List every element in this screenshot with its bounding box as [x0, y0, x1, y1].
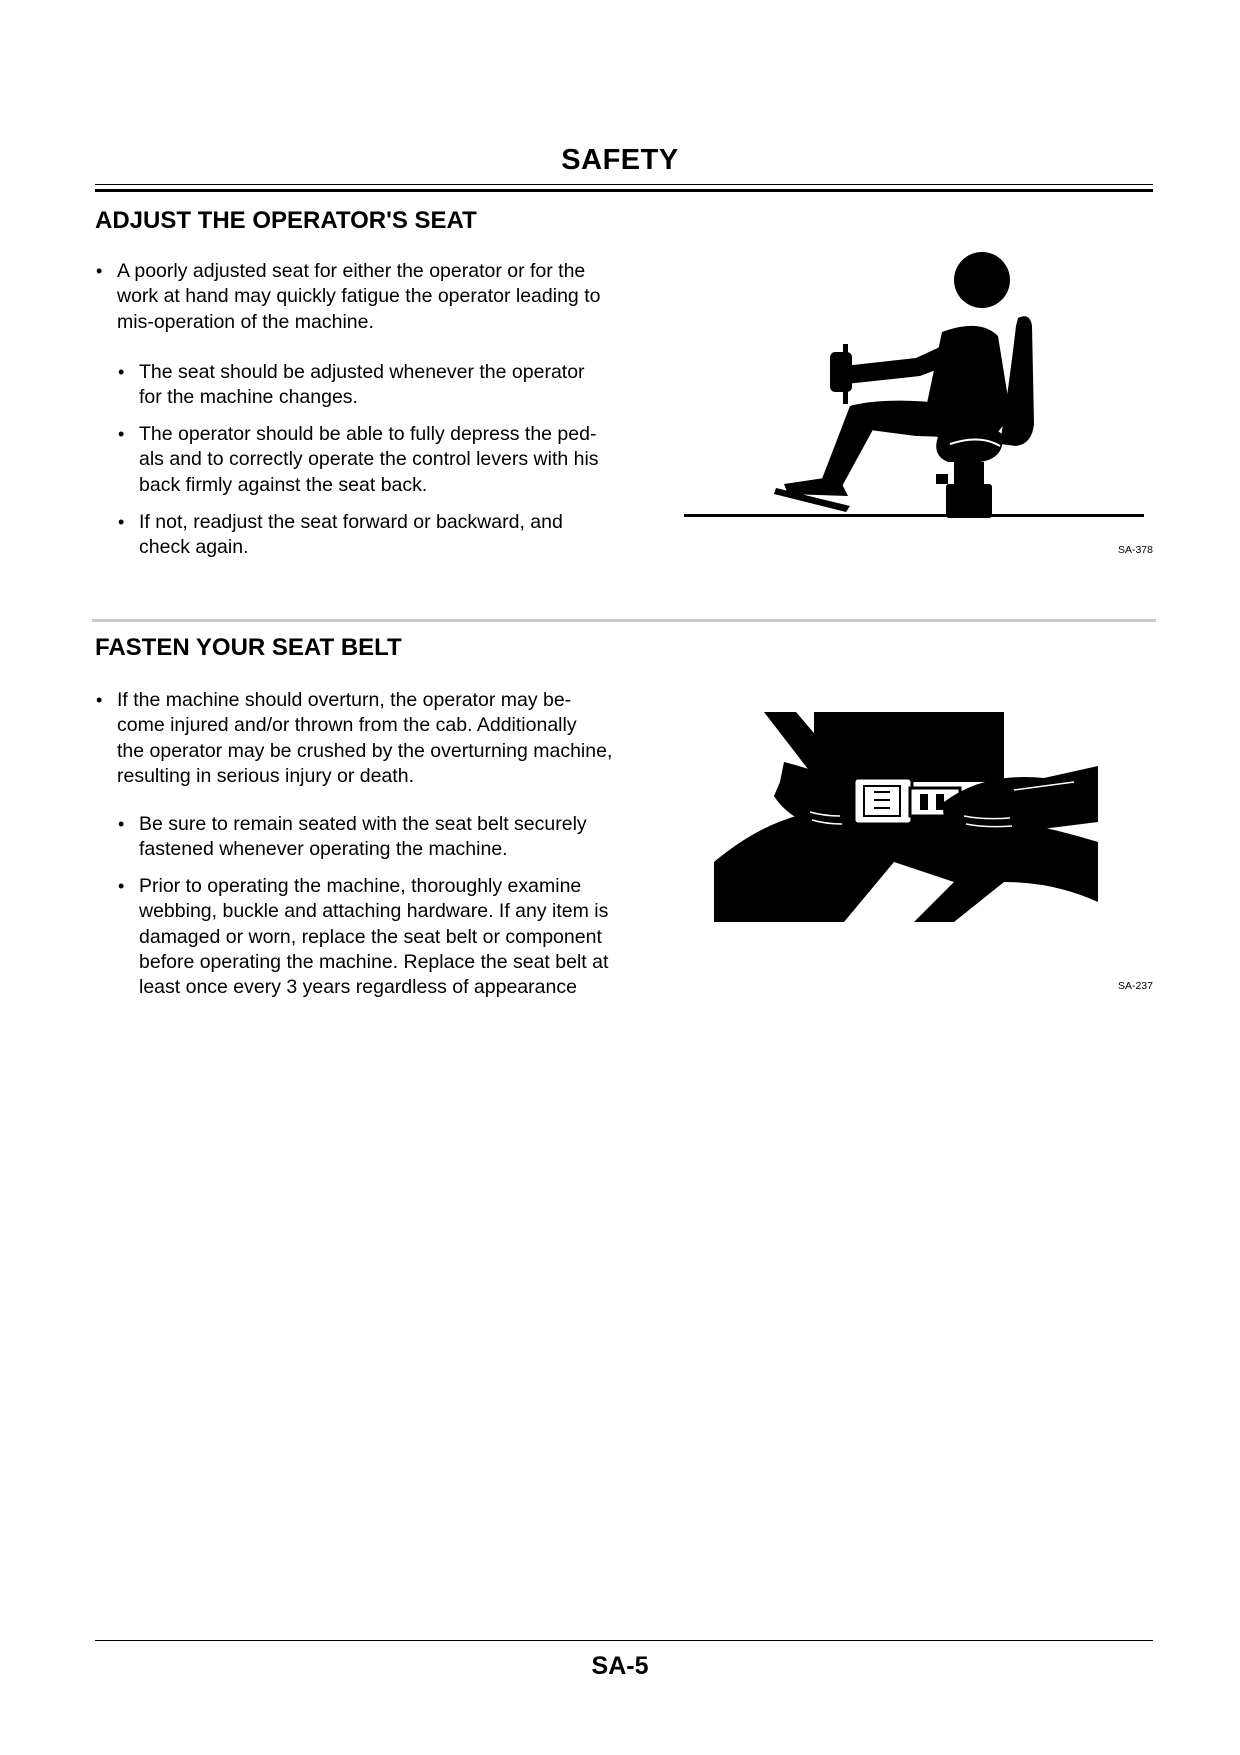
bullet-icon: •: [96, 690, 103, 710]
bullet-intro-seat: [96, 259, 601, 335]
section-divider: [92, 619, 1156, 622]
bullet-text: If the machine should overturn, the operator may be- come injured and/or thrown from the cab. Additionally the operator may be crushed by the overturning machine, resulting in serious injury or death.: [117, 689, 613, 787]
page-number: SA-5: [591, 1652, 649, 1680]
bullet-text: Prior to operating the machine, thoroughly examine webbing, buckle and attaching hardware. If any item is damaged or worn, replace the seat belt or component before operating the machine. Replace the seat belt at least once every 3 years regardless of appearance: [139, 875, 609, 999]
seated-operator-illustration: [680, 248, 1150, 523]
bullet-icon: •: [118, 362, 125, 382]
bullet-seat-item-2: [118, 422, 599, 498]
bullet-icon: •: [118, 424, 125, 444]
page-title: SAFETY: [561, 144, 679, 176]
bullet-icon: •: [96, 261, 103, 281]
bullet-belt-item-2: [118, 874, 609, 1000]
figure-code-seat: SA-378: [1117, 544, 1153, 556]
bullet-icon: •: [118, 876, 125, 896]
bullet-text: The seat should be adjusted whenever the operator for the machine changes.: [139, 361, 585, 409]
section-heading-adjust-seat: ADJUST THE OPERATOR'S SEAT: [95, 207, 477, 234]
bullet-text: If not, readjust the seat forward or backward, and check again.: [139, 511, 563, 559]
bullet-belt-item-1: [118, 812, 587, 863]
header-rule-thin: [95, 184, 1153, 185]
bullet-intro-belt: [96, 688, 613, 789]
section-heading-seat-belt: FASTEN YOUR SEAT BELT: [95, 634, 402, 661]
bullet-text: Be sure to remain seated with the seat belt securely fastened whenever operating the machine.: [139, 813, 587, 861]
figure-code-belt: SA-237: [1117, 980, 1153, 992]
bullet-seat-item-1: [118, 360, 585, 411]
bullet-seat-item-3: [118, 510, 563, 561]
bullet-icon: •: [118, 814, 125, 834]
bullet-text: The operator should be able to fully depress the ped- als and to correctly operate the control levers with his back firmly against the seat back.: [139, 423, 599, 496]
footer-rule: [95, 1640, 1153, 1641]
header-rule-thick: [95, 189, 1153, 192]
seat-belt-illustration: [714, 712, 1098, 922]
bullet-text: A poorly adjusted seat for either the operator or for the work at hand may quickly fatigue the operator leading to mis-operation of the machine.: [117, 260, 601, 333]
bullet-icon: •: [118, 512, 125, 532]
